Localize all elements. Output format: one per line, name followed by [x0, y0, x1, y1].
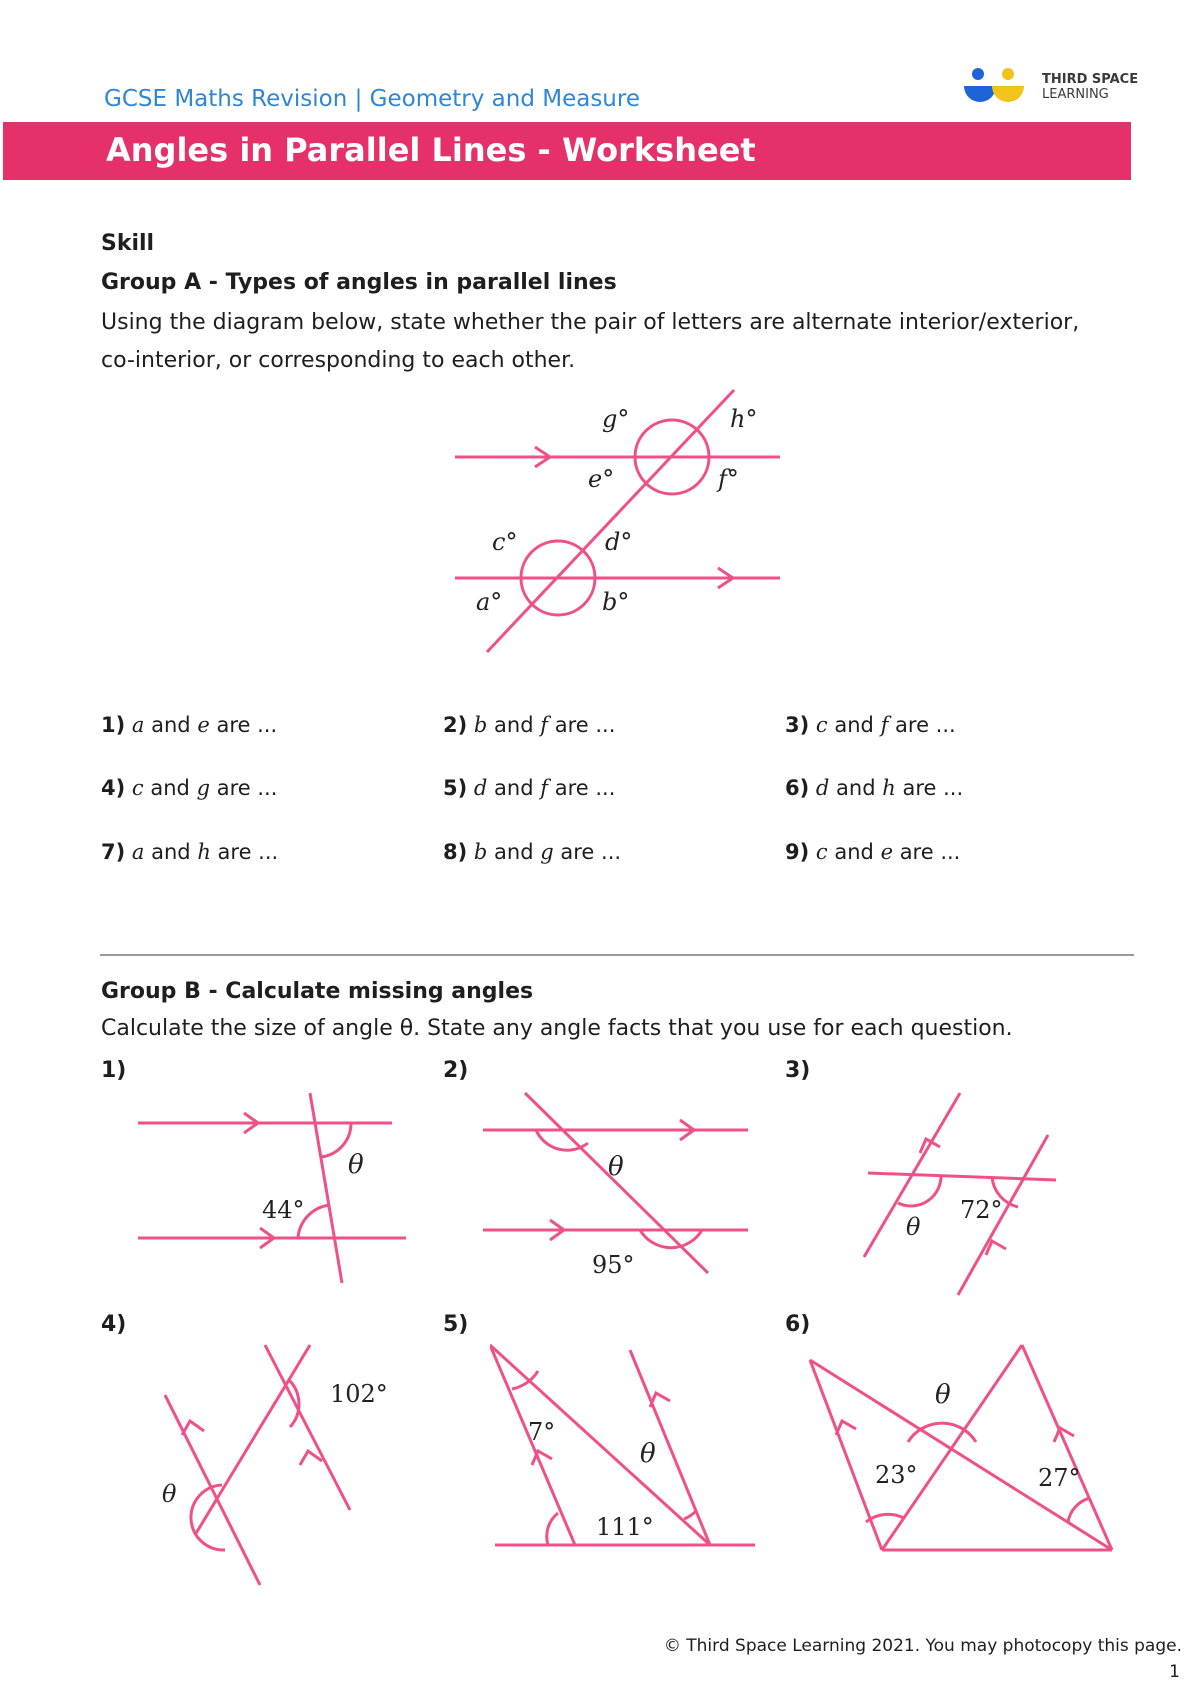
question-a5: 5) d and f are ...: [443, 776, 616, 800]
question-b4-diagram: [140, 1335, 420, 1590]
group-a-diagram: [440, 380, 800, 660]
question-b3-diagram: [860, 1085, 1080, 1305]
question-a7: 7) a and h are ...: [101, 840, 279, 864]
theta-label: θ: [906, 1213, 921, 1241]
angle-label: 72°: [960, 1196, 1003, 1224]
label-h: h°: [730, 405, 758, 433]
label-c: c°: [492, 528, 518, 556]
theta-label: θ: [935, 1380, 951, 1410]
question-a3: 3) c and f are ...: [785, 713, 956, 737]
theta-label: θ: [608, 1152, 624, 1182]
angle-label: 95°: [592, 1251, 635, 1279]
question-a2: 2) b and f are ...: [443, 713, 616, 737]
group-b-instructions: Calculate the size of angle θ. State any angle facts that you use for each question.: [101, 1016, 1013, 1041]
page-title: Angles in Parallel Lines - Worksheet: [106, 131, 756, 169]
skill-label: Skill: [101, 231, 155, 256]
label-a: a°: [476, 588, 503, 616]
title-banner: [3, 122, 1131, 180]
question-b5-number: 5): [443, 1312, 469, 1337]
third-space-learning-logo: [960, 60, 1150, 110]
label-g: g°: [602, 405, 630, 433]
question-b2-diagram: [480, 1085, 770, 1295]
logo-wordmark: THIRD SPACE LEARNING: [1042, 72, 1139, 102]
question-b6-diagram: [800, 1330, 1130, 1590]
page-number: 1: [1169, 1662, 1180, 1682]
logo-mark-icon: [960, 60, 1040, 110]
copyright-footer: © Third Space Learning 2021. You may photocopy this page.: [663, 1636, 1182, 1656]
question-b5-diagram: [490, 1335, 770, 1590]
question-b2-number: 2): [443, 1058, 469, 1083]
label-b: b°: [602, 588, 630, 616]
group-a-heading: Group A - Types of angles in parallel lines: [101, 270, 617, 295]
angle-label-a: 7°: [528, 1418, 556, 1446]
question-b6-number: 6): [785, 1312, 811, 1337]
theta-label: θ: [162, 1480, 177, 1508]
section-divider: [100, 954, 1134, 956]
label-e: e°: [588, 465, 615, 493]
angle-label: 44°: [262, 1196, 305, 1224]
label-d: d°: [605, 528, 633, 556]
question-b1-diagram: [130, 1085, 420, 1295]
angle-label-a: 23°: [875, 1461, 918, 1489]
angle-label: 102°: [330, 1380, 388, 1408]
group-a-instructions: Using the diagram below, state whether the pair of letters are alternate interior/exterior, co-interior, or corresponding to each other.: [101, 310, 1080, 373]
question-b4-number: 4): [101, 1312, 127, 1337]
question-a9: 9) c and e are ...: [785, 840, 961, 864]
question-b1-number: 1): [101, 1058, 127, 1083]
theta-label: θ: [348, 1150, 364, 1180]
question-a1: 1) a and e are ...: [101, 713, 278, 737]
question-a6: 6) d and h are ...: [785, 776, 964, 800]
question-b3-number: 3): [785, 1058, 811, 1083]
label-f: f°: [718, 465, 739, 493]
group-b-heading: Group B - Calculate missing angles: [101, 979, 534, 1004]
question-a4: 4) c and g are ...: [101, 776, 278, 800]
angle-label-b: 111°: [596, 1513, 654, 1541]
angle-label-b: 27°: [1038, 1464, 1081, 1492]
question-a8: 8) b and g are ...: [443, 840, 622, 864]
page-subtitle: GCSE Maths Revision | Geometry and Measure: [104, 86, 640, 112]
theta-label: θ: [640, 1439, 656, 1469]
